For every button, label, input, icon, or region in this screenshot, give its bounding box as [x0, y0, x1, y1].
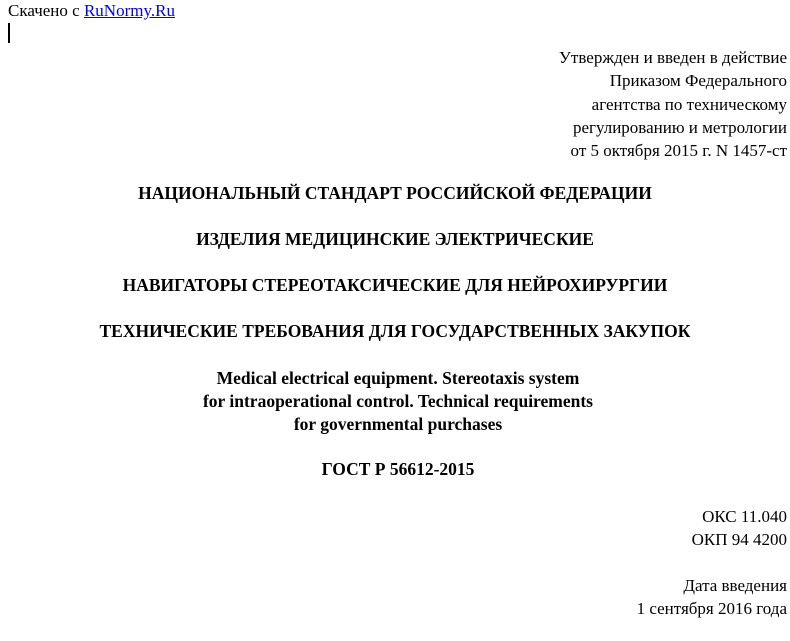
- approval-line: агентства по техническому: [591, 94, 787, 114]
- approval-line: от 5 октября 2015 г. N 1457-ст: [570, 141, 787, 161]
- approval-line: регулированию и метрологии: [572, 117, 787, 137]
- okp-code: ОКП 94 4200: [691, 530, 787, 549]
- product-heading: НАВИГАТОРЫ СТЕРЕОТАКСИЧЕСКИЕ ДЛЯ НЕЙРОХИРУРГИИ: [122, 275, 668, 295]
- english-title-line: Medical electrical equipment. Stereotaxis system: [216, 368, 580, 388]
- group-heading: ИЗДЕЛИЯ МЕДИЦИНСКИЕ ЭЛЕКТРИЧЕСКИЕ: [196, 229, 594, 249]
- source-prefix: Скачено с: [8, 1, 84, 20]
- english-title-line: for governmental purchases: [293, 414, 503, 434]
- gost-number: ГОСТ Р 56612-2015: [321, 459, 475, 479]
- approval-block: [559, 46, 787, 162]
- requirements-heading: ТЕХНИЧЕСКИЕ ТРЕБОВАНИЯ ДЛЯ ГОСУДАРСТВЕННЫХ ЗАКУПОК: [99, 321, 691, 341]
- english-title-line: for intraoperational control. Technical requirements: [202, 391, 593, 411]
- source-link[interactable]: RuNormy.Ru: [83, 1, 175, 20]
- introduction-date-block: [637, 574, 787, 620]
- approval-line: Утвержден и введен в действие: [558, 48, 787, 67]
- introduction-date: 1 сентября 2016 года: [636, 599, 787, 618]
- approval-line: Приказом Федерального: [609, 71, 787, 91]
- text-cursor: [8, 23, 10, 43]
- oks-code: ОКС 11.040: [702, 507, 787, 526]
- standard-heading: НАЦИОНАЛЬНЫЙ СТАНДАРТ РОССИЙСКОЙ ФЕДЕРАЦИИ: [138, 183, 652, 203]
- english-title: [0, 367, 790, 436]
- introduction-label: Дата введения: [683, 576, 787, 595]
- source-line: [8, 1, 175, 21]
- classification-codes: [692, 505, 787, 551]
